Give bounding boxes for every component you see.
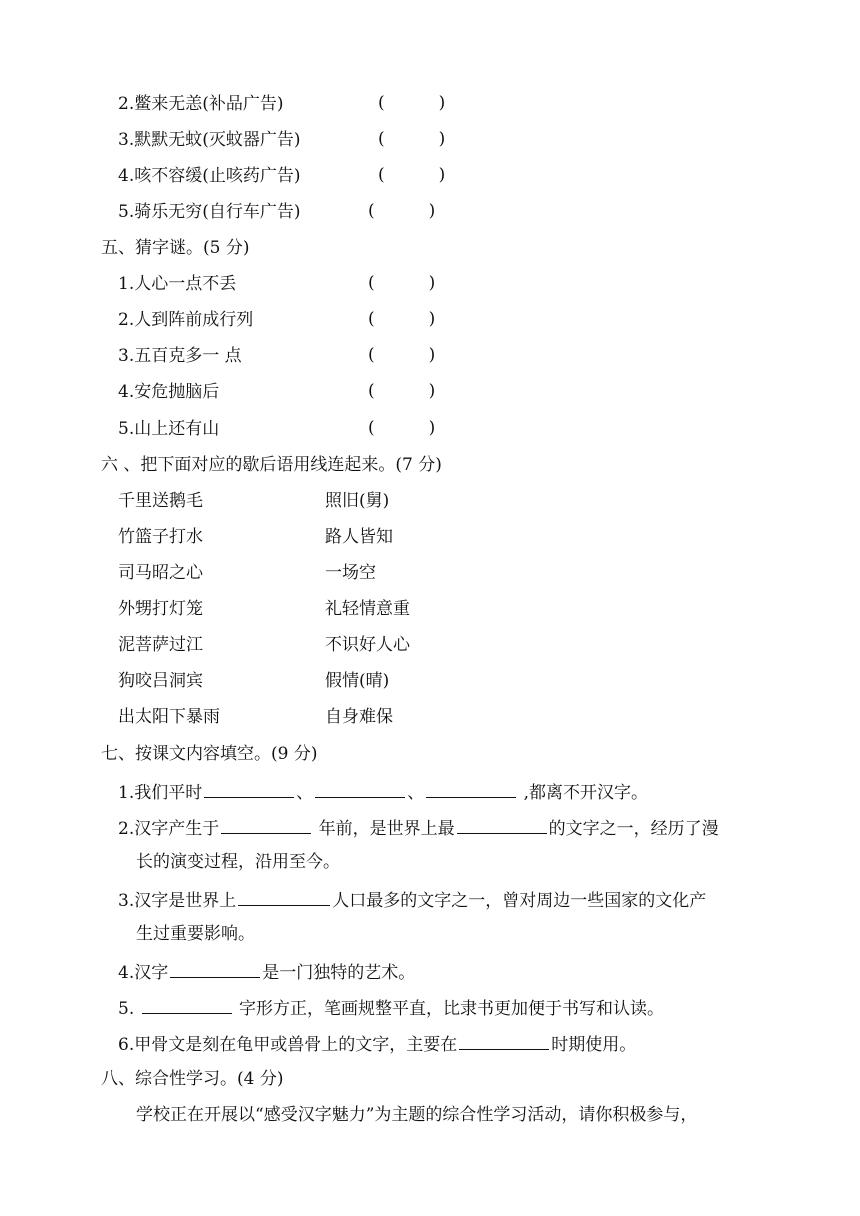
answer-paren[interactable]: ( ) bbox=[368, 273, 436, 293]
fill-blank[interactable] bbox=[459, 1031, 549, 1050]
fill-question-2 bbox=[118, 815, 719, 840]
ad-item-4 bbox=[118, 165, 300, 187]
proverb-right[interactable]: 一场空 bbox=[325, 563, 376, 583]
answer-paren[interactable]: ( ) bbox=[378, 129, 446, 149]
answer-paren[interactable]: ( ) bbox=[378, 93, 446, 113]
proverb-right[interactable]: 自身难保 bbox=[325, 707, 393, 727]
section-heading-5: 五、猜字谜。(5 分) bbox=[101, 238, 250, 258]
fill-question-5 bbox=[118, 995, 664, 1020]
question-text: 字形方正，笔画规整平直，比隶书更加便于书写和认读。 bbox=[233, 999, 665, 1019]
answer-paren[interactable]: ( ) bbox=[368, 345, 436, 365]
question-text: 人口最多的文字之一，曾对周边一些国家的文化产 bbox=[332, 891, 707, 911]
answer-paren[interactable]: ( ) bbox=[378, 165, 446, 185]
question-text: 年前，是世界上最 bbox=[313, 819, 455, 839]
proverb-left[interactable]: 外甥打灯笼 bbox=[118, 599, 203, 619]
answer-paren[interactable]: ( ) bbox=[368, 418, 436, 438]
ad-item-text: 2.鳖来无恙(补品广告) bbox=[118, 94, 284, 114]
proverb-right[interactable]: 礼轻情意重 bbox=[325, 599, 410, 619]
fill-blank[interactable] bbox=[457, 815, 547, 834]
proverb-right[interactable]: 假情(晴) bbox=[325, 671, 390, 691]
answer-paren[interactable]: ( ) bbox=[368, 201, 436, 221]
ad-item-text: 3.默默无蚊(灭蚊器广告) bbox=[118, 130, 301, 150]
fill-question-3-cont: 生过重要影响。 bbox=[136, 924, 255, 944]
fill-question-1 bbox=[118, 779, 648, 804]
proverb-left[interactable]: 竹篮子打水 bbox=[118, 527, 203, 547]
riddle-item-3: 3.五百克多一 点 bbox=[118, 346, 242, 366]
ad-item-2 bbox=[118, 93, 283, 115]
proverb-right[interactable]: 路人皆知 bbox=[325, 527, 393, 547]
proverb-right[interactable]: 不识好人心 bbox=[325, 635, 410, 655]
proverb-left[interactable]: 司马昭之心 bbox=[118, 563, 203, 583]
ad-item-5 bbox=[118, 201, 300, 223]
riddle-item-1: 1.人心一点不丢 bbox=[118, 274, 237, 294]
riddle-item-5: 5.山上还有山 bbox=[118, 419, 220, 439]
separator: 、 bbox=[296, 783, 314, 803]
fill-question-4 bbox=[118, 959, 415, 984]
question-text: 4.汉字 bbox=[118, 963, 169, 983]
fill-blank[interactable] bbox=[204, 779, 294, 798]
question-text: 的文字之一，经历了漫 bbox=[548, 819, 719, 839]
question-text: 是一门独特的艺术。 bbox=[262, 963, 416, 983]
section-heading-7: 七、按课文内容填空。(9 分) bbox=[101, 744, 318, 764]
fill-question-3 bbox=[118, 887, 706, 912]
riddle-item-2: 2.人到阵前成行列 bbox=[118, 310, 254, 330]
fill-question-2-cont: 长的演变过程，沿用至今。 bbox=[136, 852, 340, 872]
fill-blank[interactable] bbox=[426, 779, 516, 798]
question-text: 3.汉字是世界上 bbox=[118, 891, 237, 911]
proverb-left[interactable]: 泥菩萨过江 bbox=[118, 635, 203, 655]
fill-blank[interactable] bbox=[315, 779, 405, 798]
question-text: 2.汉字产生于 bbox=[118, 819, 220, 839]
answer-paren[interactable]: ( ) bbox=[368, 309, 436, 329]
ad-item-text: 5.骑乐无穷(自行车广告) bbox=[118, 202, 301, 222]
riddle-item-4: 4.安危抛脑后 bbox=[118, 382, 220, 402]
question-text: 时期使用。 bbox=[551, 1035, 637, 1055]
fill-blank[interactable] bbox=[238, 887, 330, 906]
answer-paren[interactable]: ( ) bbox=[368, 381, 436, 401]
fill-blank[interactable] bbox=[142, 995, 232, 1014]
ad-item-3 bbox=[118, 129, 300, 151]
proverb-right[interactable]: 照旧(舅) bbox=[325, 491, 390, 511]
section-heading-6: 六 、把下面对应的歇后语用线连起来。(7 分) bbox=[101, 455, 442, 475]
proverb-left[interactable]: 出太阳下暴雨 bbox=[118, 707, 220, 727]
proverb-left[interactable]: 千里送鹅毛 bbox=[118, 491, 203, 511]
fill-blank[interactable] bbox=[170, 959, 260, 978]
question-text: 6.甲骨文是刻在龟甲或兽骨上的文字，主要在 bbox=[118, 1035, 458, 1055]
fill-blank[interactable] bbox=[221, 815, 311, 834]
separator: 、 bbox=[407, 783, 425, 803]
section-8-intro: 学校正在开展以“感受汉字魅力”为主题的综合性学习活动，请你积极参与， bbox=[136, 1105, 698, 1125]
question-text: 5. bbox=[118, 999, 140, 1019]
proverb-left[interactable]: 狗咬吕洞宾 bbox=[118, 671, 203, 691]
question-text: 1.我们平时 bbox=[118, 783, 203, 803]
section-heading-8: 八、综合性学习。(4 分) bbox=[101, 1069, 284, 1089]
fill-question-6 bbox=[118, 1031, 636, 1056]
question-text: ,都离不开汉字。 bbox=[518, 783, 649, 803]
ad-item-text: 4.咳不容缓(止咳药广告) bbox=[118, 166, 301, 186]
